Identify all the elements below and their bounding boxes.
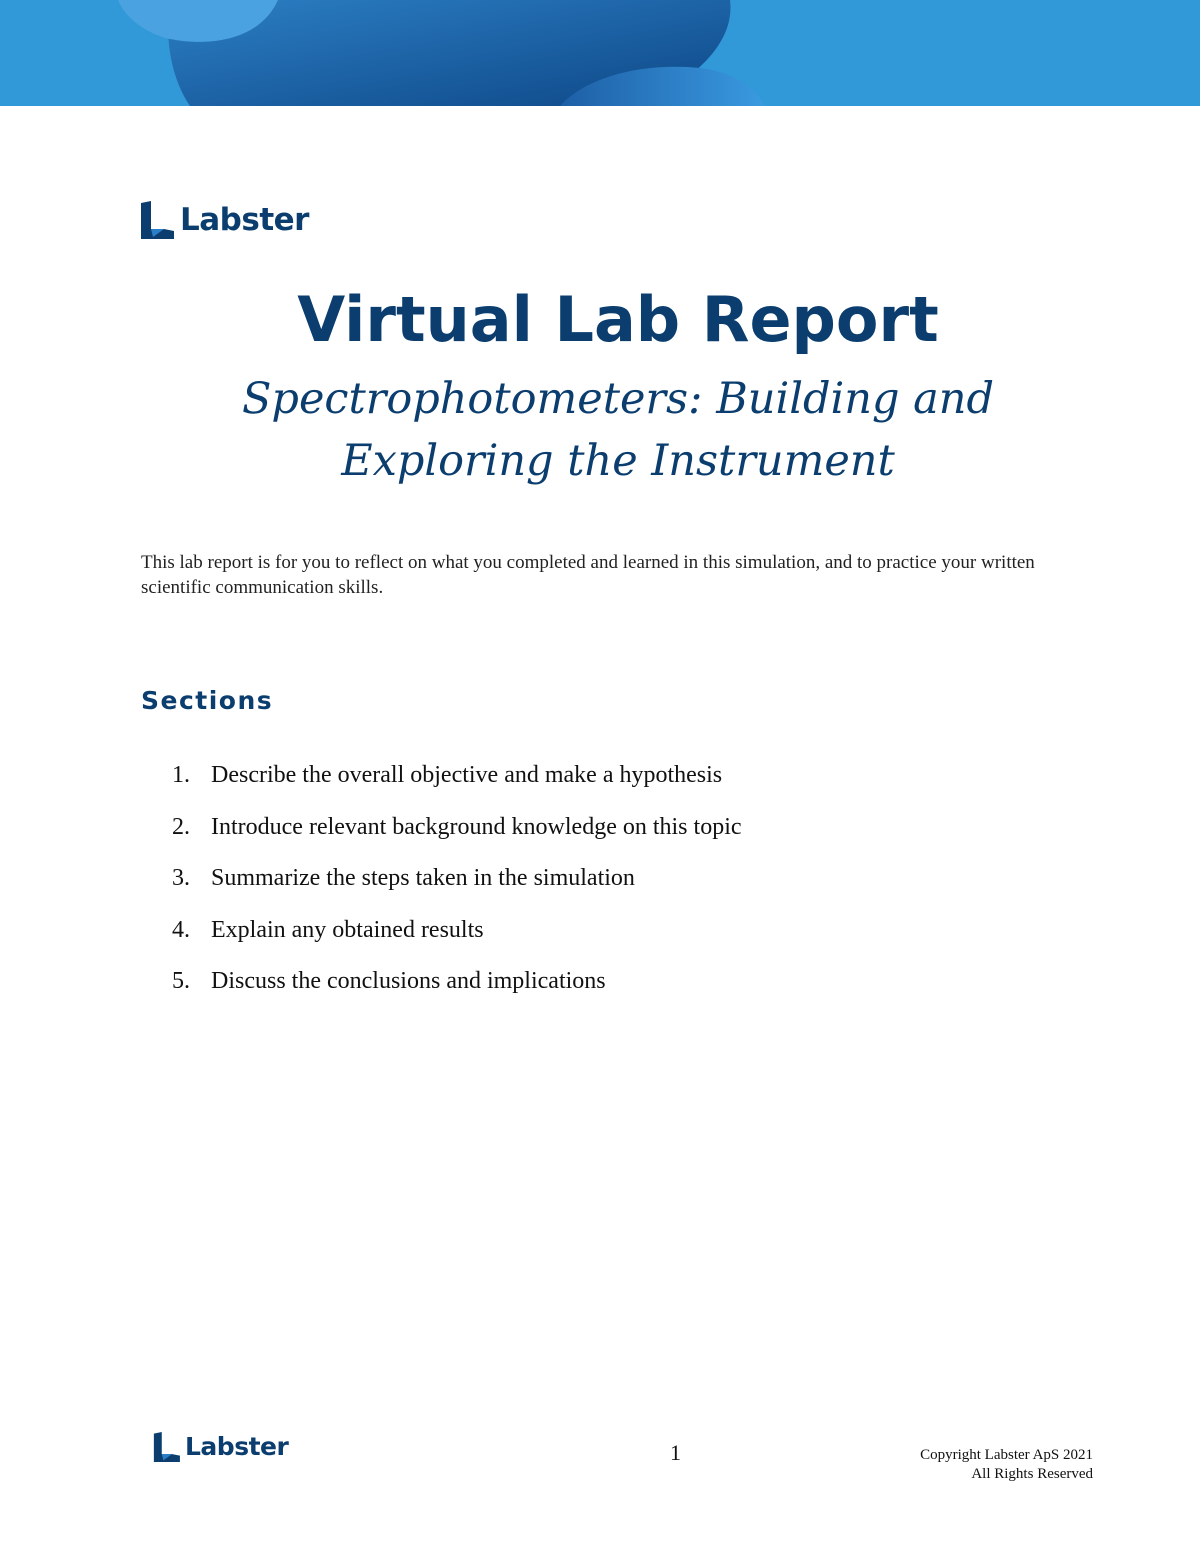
banner-graphic [0, 0, 1200, 106]
subtitle-line: Spectrophotometers: Building and [241, 374, 995, 424]
list-item [172, 913, 742, 965]
list-item-number: 3. [172, 865, 190, 891]
labster-logo [140, 200, 309, 240]
header-banner [0, 0, 1200, 106]
subtitle-line: Exploring the Instrument [341, 436, 895, 486]
sections-list [172, 758, 742, 1016]
list-item-text: Summarize the steps taken in the simulation [211, 865, 635, 891]
rights-line: All Rights Reserved [971, 1466, 1093, 1482]
intro-paragraph: This lab report is for you to reflect on what you completed and learned in this simulation, and to practice your written scientific communication skills. [141, 552, 1035, 598]
labster-logo-wordmark: Labster [185, 1432, 289, 1461]
list-item-number: 2. [172, 813, 190, 840]
list-item [172, 810, 742, 862]
page-number: 1 [670, 1440, 681, 1465]
sections-heading: Sections [141, 686, 274, 715]
document-title: Virtual Lab Report [297, 283, 939, 356]
copyright-notice [920, 1446, 1093, 1484]
list-item-number: 1. [172, 762, 190, 788]
list-item-text: Explain any obtained results [211, 916, 484, 943]
labster-logo-icon [153, 1432, 180, 1462]
labster-logo-wordmark: Labster [180, 202, 309, 238]
document-subtitle [0, 368, 1200, 492]
list-item [172, 758, 742, 810]
list-item [172, 861, 742, 913]
copyright-line: Copyright Labster ApS 2021 [920, 1447, 1093, 1463]
list-item-number: 4. [172, 916, 190, 943]
list-item-text: Describe the overall objective and make a hypothesis [211, 762, 723, 788]
footer-logo [153, 1430, 288, 1464]
list-item-text: Discuss the conclusions and implications [211, 968, 606, 994]
list-item-text: Introduce relevant background knowledge on this topic [211, 813, 742, 840]
list-item-number: 5. [172, 968, 190, 994]
list-item [172, 964, 742, 1016]
labster-logo-icon [140, 201, 174, 239]
